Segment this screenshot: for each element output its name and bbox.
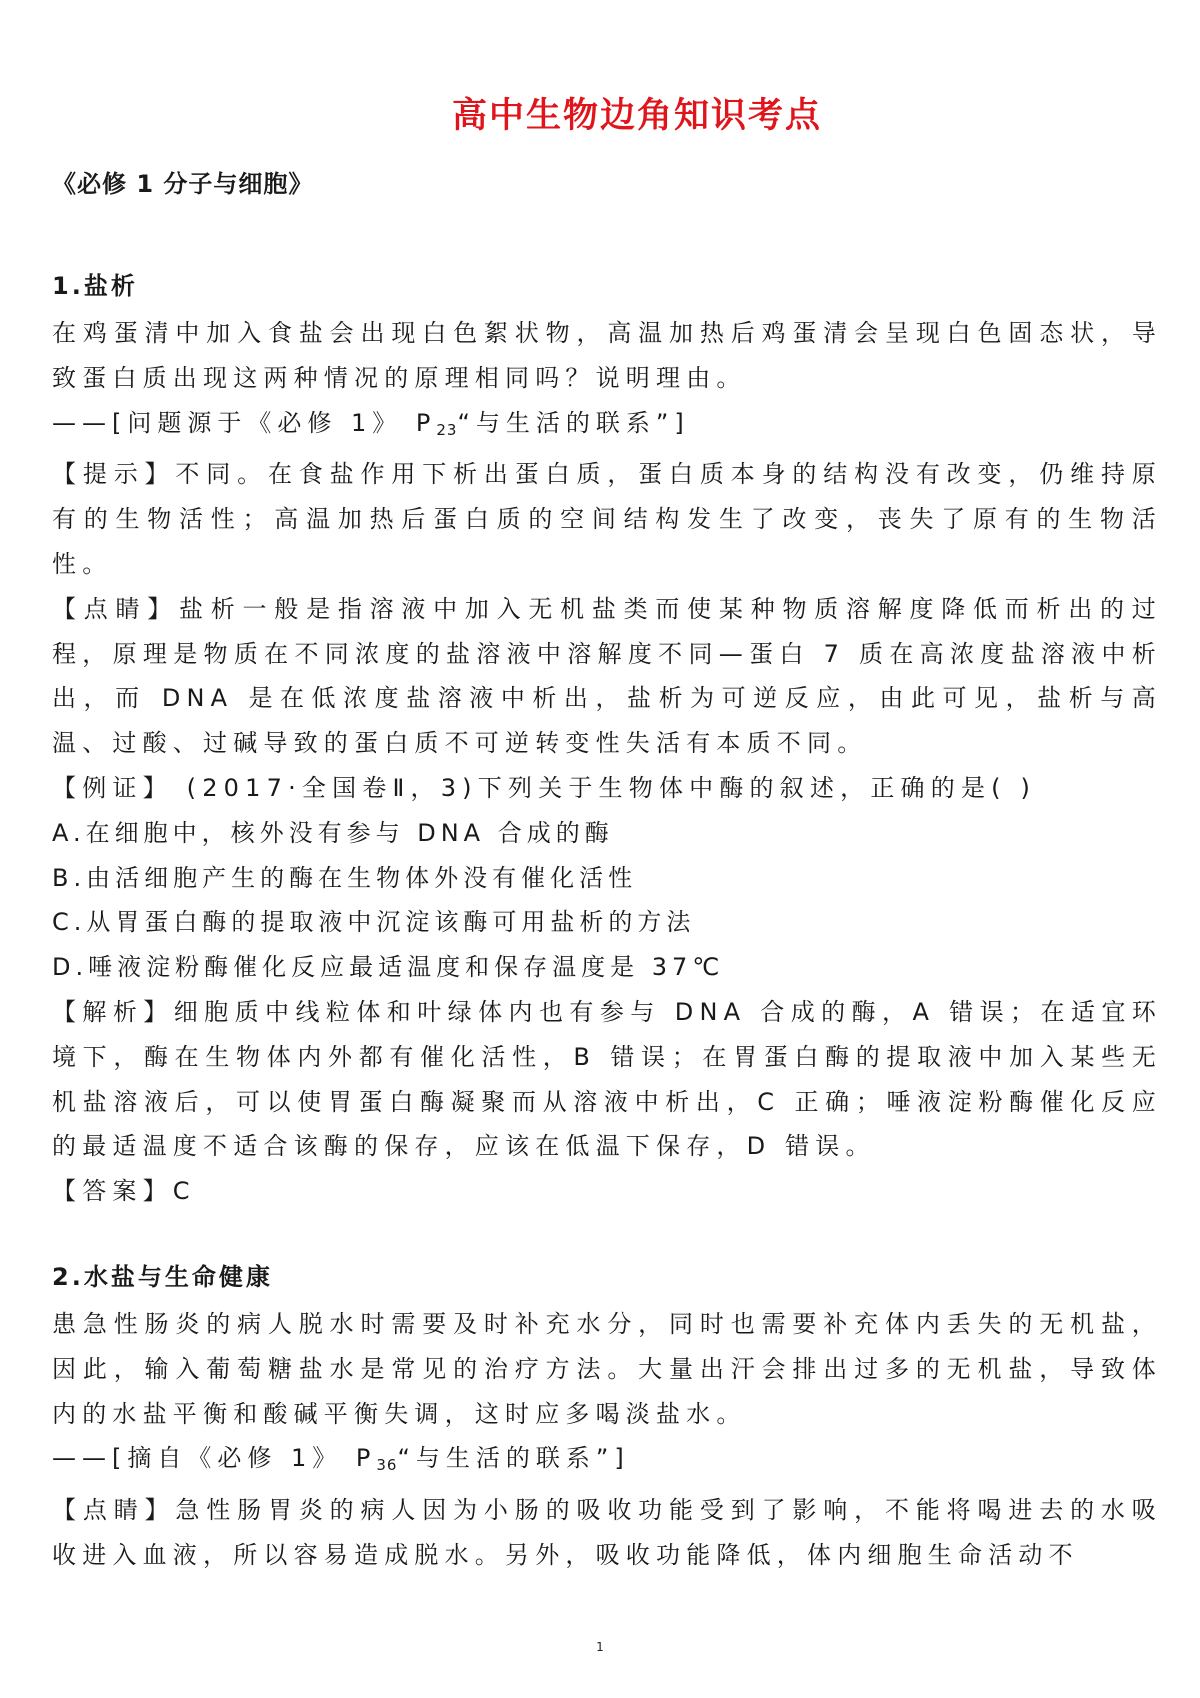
source-reference [52,1436,1162,1488]
analysis-paragraph: 【解析】细胞质中线粒体和叶绿体内也有参与 DNA 合成的酶，A 错误；在适宜环境下，酶在生物体内外都有催化活性，B 错误；在胃蛋白酶的提取液中加入某些无机盐溶液后，可以使胃蛋白酶凝聚而从溶液中析出，C 正确；唾液淀粉酶催化反应的最适温度不适合该酶的保存，应该在低温下保存，D 错误。 [52,997,1162,1161]
source-suffix: “与生活的联系”] [397,1444,630,1473]
option-d: D.唾液淀粉酶催化反应最适温度和保存温度是 37℃ [52,953,725,982]
page-subscript: 23 [436,420,458,439]
document-page [52,88,1162,1578]
page-subscript: 36 [376,1456,398,1475]
source-prefix: ——[摘自《必修 1》 P [52,1444,377,1473]
section-salting-out [52,267,1162,1214]
answer-line: 【答案】C [52,1177,196,1206]
option-b: B.由活细胞产生的酶在生物体外没有催化活性 [52,863,638,892]
section-spacer [52,1214,1162,1258]
source-prefix: ——[问题源于《必修 1》 P [52,408,437,437]
point-paragraph: 【点睛】急性肠胃炎的病人因为小肠的吸收功能受到了影响，不能将喝进去的水吸收进入血液，所以容易造成脱水。另外，吸收功能降低，体内细胞生命活动不 [52,1496,1162,1569]
hint-paragraph: 【提示】不同。在食盐作用下析出蛋白质，蛋白质本身的结构没有改变，仍维持原有的生物活性；高温加热后蛋白质的空间结构发生了改变，丧失了原有的生物活性。 [52,460,1162,578]
option-c: C.从胃蛋白酶的提取液中沉淀该酶可用盐析的方法 [52,908,696,937]
section-water-salt-health [52,1258,1162,1578]
body-paragraph: 患急性肠炎的病人脱水时需要及时补充水分，同时也需要补充体内丢失的无机盐，因此，输入葡萄糖盐水是常见的治疗方法。大量出汗会排出过多的无机盐，导致体内的水盐平衡和酸碱平衡失调，这时应多喝淡盐水。 [52,1309,1162,1428]
point-paragraph: 【点睛】盐析一般是指溶液中加入无机盐类而使某种物质溶解度降低而析出的过程，原理是物质在不同浓度的盐溶液中溶解度不同—蛋白 7 质在高浓度盐溶液中析出，而 DNA 是在低浓度盐溶液中析出，盐析为可逆反应，由此可见，盐析与高温、过酸、过碱导致的蛋白质不可逆转变性失活有本质不同。 [52,594,1162,758]
example-question: 【例证】 (2017·全国卷Ⅱ，3)下列关于生物体中酶的叙述，正确的是( ) [52,773,1037,802]
source-suffix: “与生活的联系”] [457,408,690,437]
question-text: 在鸡蛋清中加入食盐会出现白色絮状物，高温加热后鸡蛋清会呈现白色固态状，导致蛋白质出现这两种情况的原理相同吗？说明理由。 [52,319,1162,392]
section-heading: 1.盐析 [52,272,138,300]
book-name: 《必修 1 分子与细胞》 [52,170,314,198]
option-a: A.在细胞中，核外没有参与 DNA 合成的酶 [52,818,614,847]
page-number: 1 [596,1640,604,1654]
source-reference [52,401,1162,453]
document-title: 高中生物边角知识考点 [451,96,822,136]
section-heading: 2.水盐与生命健康 [52,1262,273,1291]
